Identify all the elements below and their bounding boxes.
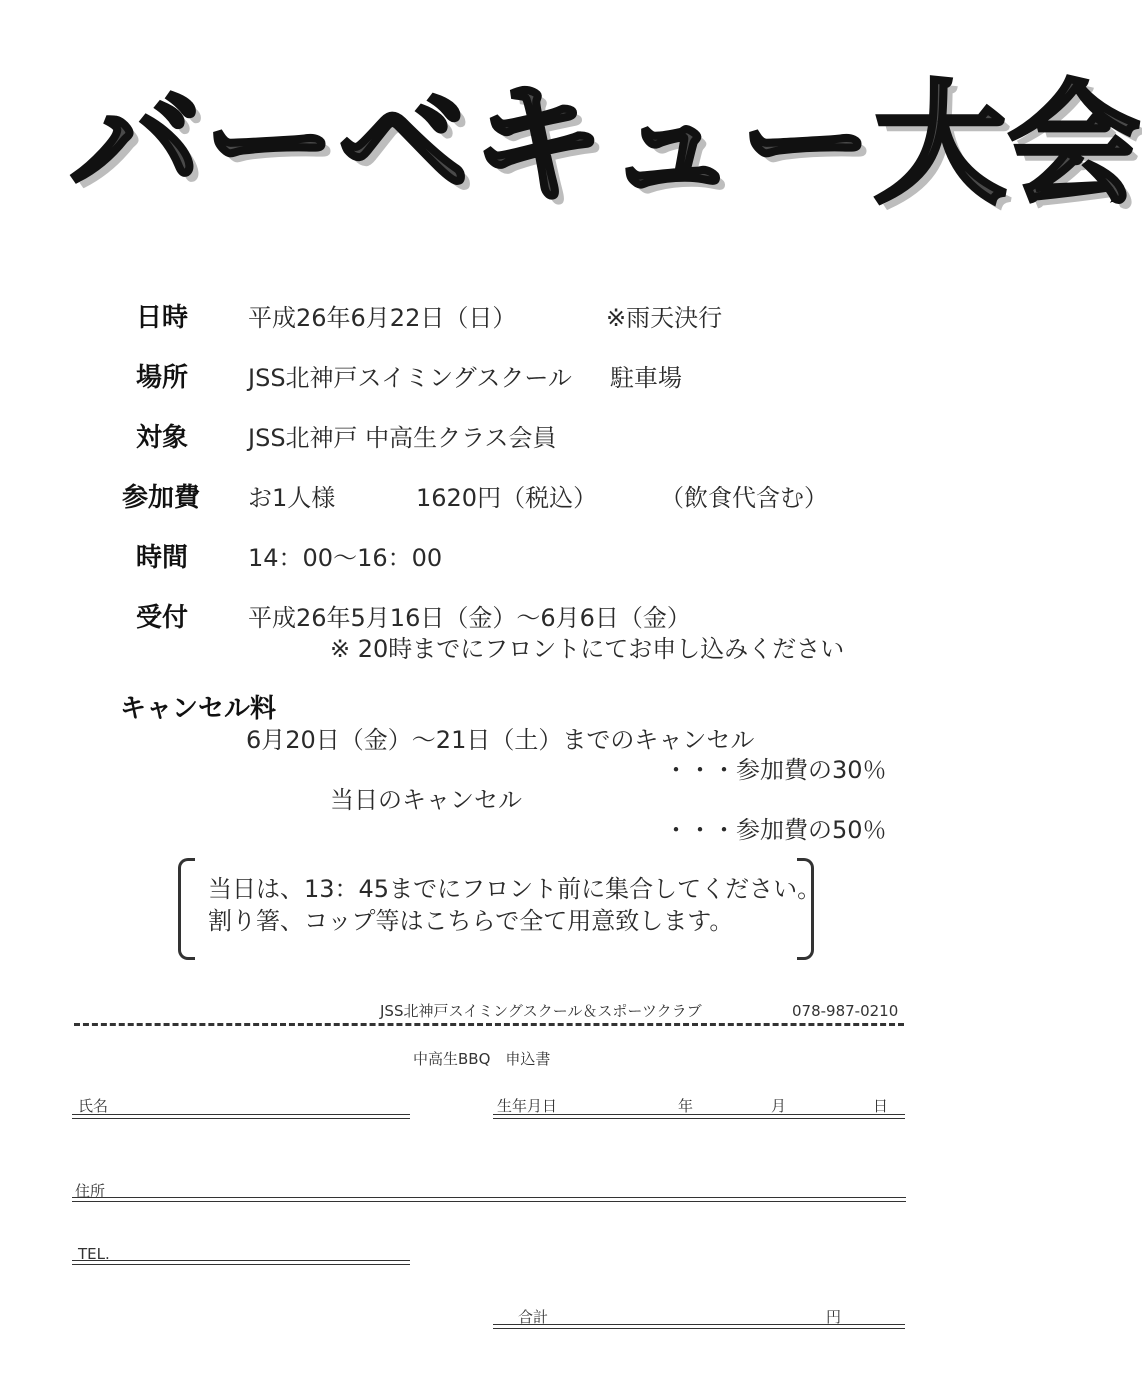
- place-label: 場所: [136, 363, 189, 393]
- event-title: バーベキュー大会: [70, 68, 1142, 222]
- fee-label: 参加費: [122, 483, 201, 513]
- tel-label: TEL.: [78, 1245, 110, 1263]
- month-label: 月: [771, 1097, 787, 1115]
- total-label: 合計: [518, 1308, 549, 1326]
- notice-line-2: 割り箸、コップ等はこちらで全て用意致します。: [208, 907, 734, 935]
- reception-value: 平成26年5月16日（金）〜6月6日（金）: [248, 604, 691, 632]
- place-value: JSS北神戸スイミングスクール: [248, 364, 572, 392]
- date-value: 平成26年6月22日（日）: [248, 304, 517, 332]
- address-field[interactable]: [72, 1197, 906, 1202]
- date-label: 日時: [136, 303, 189, 333]
- notice-line-1: 当日は、13：45までにフロント前に集合してください。: [208, 875, 822, 903]
- cut-line: [74, 1023, 904, 1026]
- tel-field[interactable]: [72, 1260, 410, 1265]
- birthdate-field[interactable]: [493, 1114, 905, 1119]
- fee-note: （飲食代含む）: [660, 484, 828, 512]
- cancellation-heading: キャンセル料: [120, 694, 277, 724]
- reception-label: 受付: [136, 603, 189, 633]
- year-label: 年: [678, 1097, 694, 1115]
- day-label: 日: [873, 1097, 889, 1115]
- cancellation-line2: 当日のキャンセル: [330, 786, 522, 814]
- notice-box: [178, 858, 822, 954]
- time-label: 時間: [136, 543, 189, 573]
- name-field[interactable]: [72, 1114, 410, 1119]
- form-title: 中高生BBQ 申込書: [413, 1050, 551, 1068]
- cancellation-line1: 6月20日（金）〜21日（土）までのキャンセル: [246, 726, 755, 754]
- cancellation-line1-fee: ・・・参加費の30％: [664, 756, 887, 784]
- date-note: ※雨天決行: [606, 304, 723, 332]
- fee-per-person: お1人様: [248, 484, 336, 512]
- total-field[interactable]: [493, 1324, 905, 1329]
- time-value: 14：00〜16：00: [248, 544, 443, 572]
- name-label: 氏名: [78, 1097, 109, 1115]
- club-name: JSS北神戸スイミングスクール＆スポーツクラブ: [380, 1002, 702, 1020]
- target-label: 対象: [136, 423, 189, 453]
- cancellation-line2-fee: ・・・参加費の50％: [664, 816, 887, 844]
- address-label: 住所: [75, 1182, 106, 1200]
- yen-label: 円: [826, 1308, 842, 1326]
- fee-amount: 1620円（税込）: [416, 484, 598, 512]
- target-value: JSS北神戸 中高生クラス会員: [248, 424, 557, 452]
- reception-note: ※ 20時までにフロントにてお申し込みください: [330, 635, 845, 663]
- left-bracket: [178, 858, 195, 960]
- place-value-2: 駐車場: [610, 364, 682, 392]
- club-phone: 078-987-0210: [792, 1002, 899, 1020]
- birth-label: 生年月日: [497, 1097, 558, 1115]
